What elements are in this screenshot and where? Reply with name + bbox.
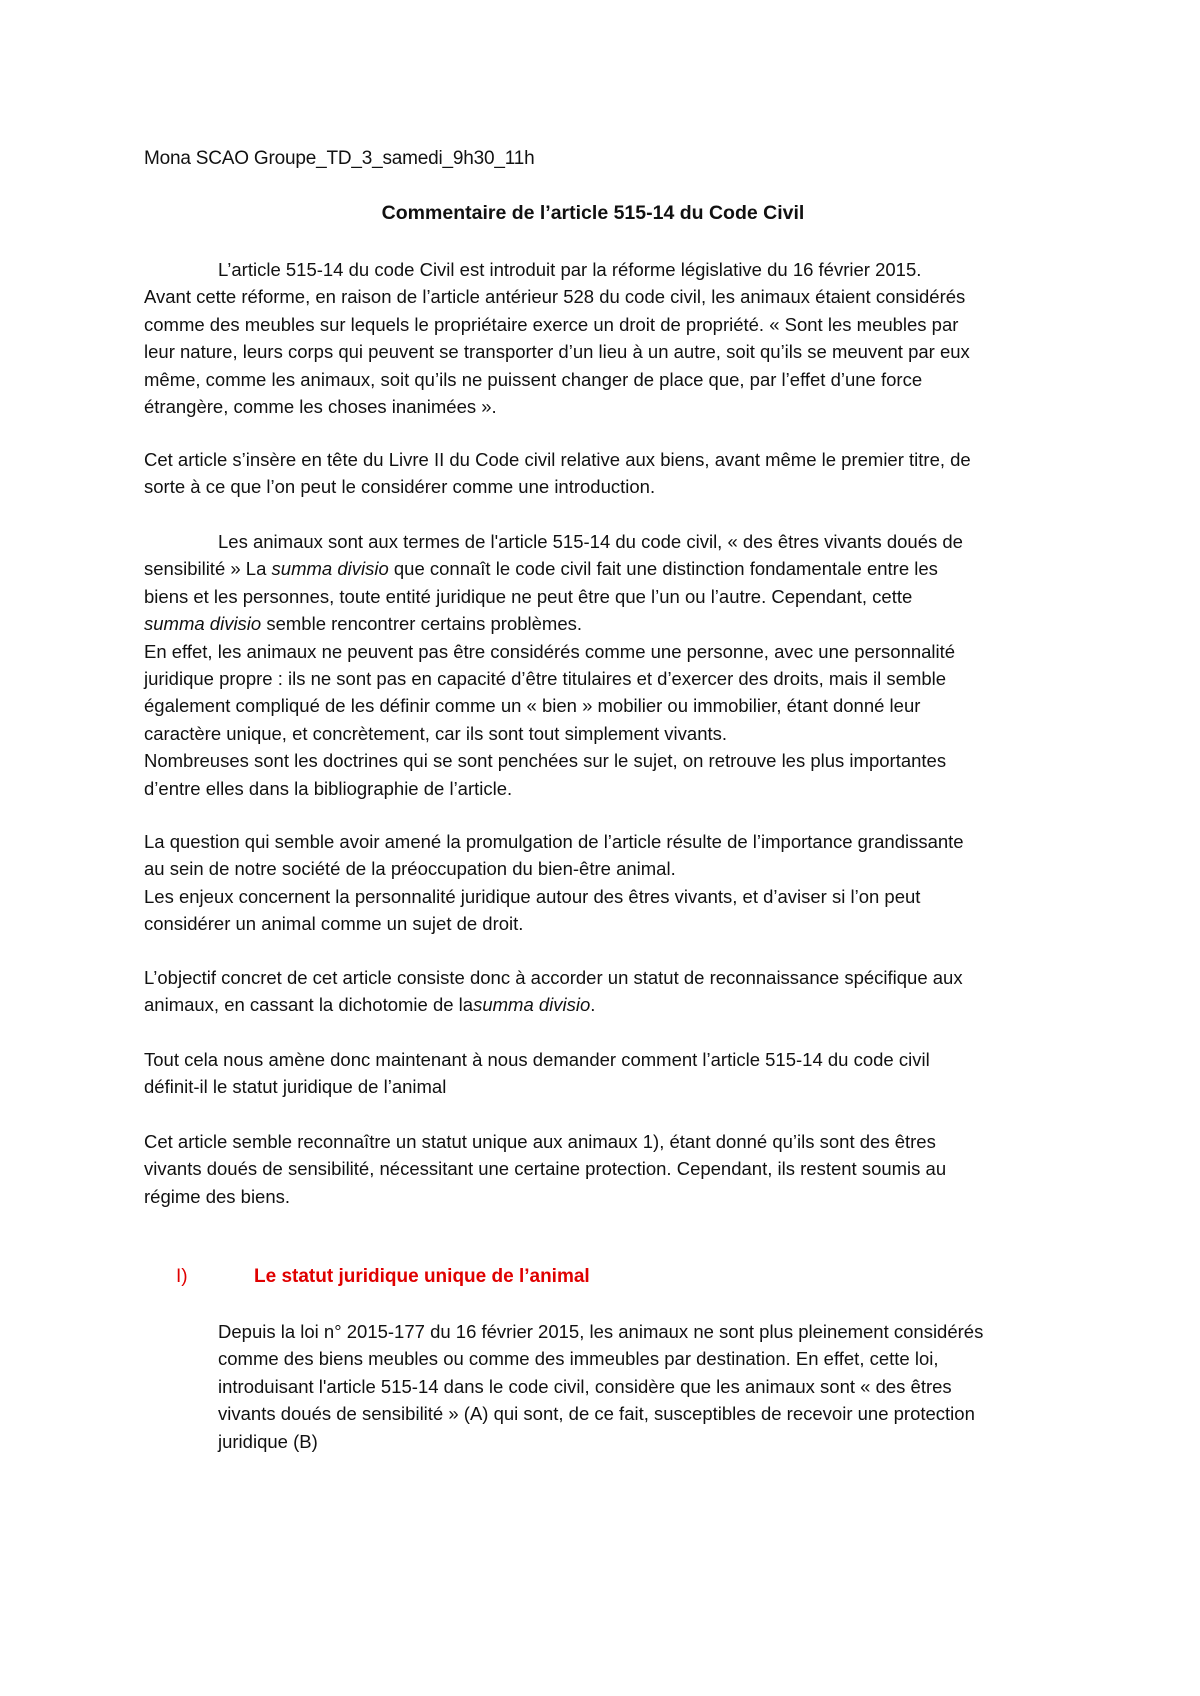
text-line: étrangère, comme les choses inanimées ». bbox=[144, 396, 497, 418]
intro-paragraph-3 bbox=[144, 528, 1074, 802]
text-line: Les enjeux concernent la personnalité juridique autour des êtres vivants, et d’aviser si l’on peut bbox=[144, 885, 921, 907]
latin-term: summa divisio bbox=[473, 994, 591, 1016]
text-line: En effet, les animaux ne peuvent pas être considérés comme une personne, avec une personnalité bbox=[144, 640, 956, 662]
text-line: même, comme les animaux, soit qu’ils ne puissent changer de place que, par l’effet d’une force bbox=[144, 368, 923, 390]
intro-paragraph-1 bbox=[144, 256, 1074, 420]
text-line: comme des biens meubles ou comme des immeubles par destination. En effet, cette loi, bbox=[218, 1348, 939, 1370]
author-line: Mona SCAO Groupe_TD_3_samedi_9h30_11h bbox=[144, 148, 535, 169]
text-line: juridique propre : ils ne sont pas en capacité d’être titulaires et d’exercer des droits, mais il semble bbox=[144, 668, 947, 690]
plan-announcement bbox=[144, 1128, 1074, 1210]
text-line: Tout cela nous amène donc maintenant à nous demander comment l’article 515-14 du code civil bbox=[144, 1049, 930, 1070]
text-line bbox=[144, 555, 1074, 582]
text-line: vivants doués de sensibilité, nécessitant une certaine protection. Cependant, ils restent soumis au bbox=[144, 1158, 947, 1180]
latin-term: summa divisio bbox=[144, 613, 262, 635]
text-line: Nombreuses sont les doctrines qui se sont penchées sur le sujet, on retrouve les plus importantes bbox=[144, 750, 947, 772]
text-fragment: sensibilité » La bbox=[144, 558, 272, 580]
section-title: Le statut juridique unique de l’animal bbox=[254, 1266, 590, 1287]
text-line: définit-il le statut juridique de l’animal bbox=[144, 1076, 447, 1098]
text-line: caractère unique, et concrètement, car ils sont tout simplement vivants. bbox=[144, 722, 728, 744]
problem-statement bbox=[144, 1046, 1074, 1101]
text-line: leur nature, leurs corps qui peuvent se transporter d’un lieu à un autre, soit qu’ils se meuvent par eux bbox=[144, 341, 970, 363]
text-line: également compliqué de les définir comme un « bien » mobilier ou immobilier, étant donné leur bbox=[144, 695, 921, 717]
text-line: Les animaux sont aux termes de l'article 515-14 du code civil, « des êtres vivants doués de bbox=[218, 531, 963, 552]
text-line: Cet article s’insère en tête du Livre II du Code civil relative aux biens, avant même le premier titre, de bbox=[144, 449, 971, 470]
text-line: sorte à ce que l’on peut le considérer comme une introduction. bbox=[144, 476, 656, 498]
text-line: L’article 515-14 du code Civil est introduit par la réforme législative du 16 février 2015. bbox=[218, 259, 922, 280]
section-number: I) bbox=[176, 1266, 188, 1287]
text-line: régime des biens. bbox=[144, 1185, 291, 1207]
text-line: au sein de notre société de la préoccupation du bien-être animal. bbox=[144, 858, 676, 880]
text-fragment: que connaît le code civil fait une distinction fondamentale entre les bbox=[388, 558, 938, 580]
section-heading bbox=[176, 1264, 590, 1290]
intro-paragraph-4 bbox=[144, 828, 1074, 938]
document-title: Commentaire de l’article 515-14 du Code Civil bbox=[381, 202, 805, 224]
text-line: comme des meubles sur lequels le propriétaire exerce un droit de propriété. « Sont les meubles par bbox=[144, 313, 959, 335]
text-line: biens et les personnes, toute entité juridique ne peut être que l’un ou l’autre. Cependant, cette bbox=[144, 585, 913, 607]
text-line: vivants doués de sensibilité » (A) qui sont, de ce fait, susceptibles de recevoir une protection bbox=[218, 1403, 975, 1425]
text-line bbox=[144, 610, 1074, 637]
intro-paragraph-2 bbox=[144, 446, 1074, 501]
text-line: Cet article semble reconnaître un statut unique aux animaux 1), étant donné qu’ils sont des êtres bbox=[144, 1131, 936, 1152]
text-line: juridique (B) bbox=[218, 1430, 318, 1452]
section-paragraph bbox=[218, 1318, 1078, 1455]
text-line bbox=[144, 991, 1074, 1018]
text-line: Avant cette réforme, en raison de l’article antérieur 528 du code civil, les animaux étaient considérés bbox=[144, 286, 966, 308]
text-line: Depuis la loi n° 2015-177 du 16 février 2015, les animaux ne sont plus pleinement considérés bbox=[218, 1321, 984, 1342]
text-line: introduisant l'article 515-14 dans le code civil, considère que les animaux sont « des êtres bbox=[218, 1375, 952, 1397]
text-fragment: . bbox=[590, 994, 596, 1016]
text-line: L’objectif concret de cet article consiste donc à accorder un statut de reconnaissance spécifique aux bbox=[144, 967, 963, 988]
text-fragment: animaux, en cassant la dichotomie de la bbox=[144, 994, 474, 1016]
text-line: d’entre elles dans la bibliographie de l’article. bbox=[144, 777, 513, 799]
text-fragment: semble rencontrer certains problèmes. bbox=[261, 613, 583, 635]
latin-term: summa divisio bbox=[271, 558, 389, 580]
text-line: La question qui semble avoir amené la promulgation de l’article résulte de l’importance grandissante bbox=[144, 831, 964, 852]
intro-paragraph-5 bbox=[144, 964, 1074, 1019]
text-line: considérer un animal comme un sujet de droit. bbox=[144, 913, 524, 935]
